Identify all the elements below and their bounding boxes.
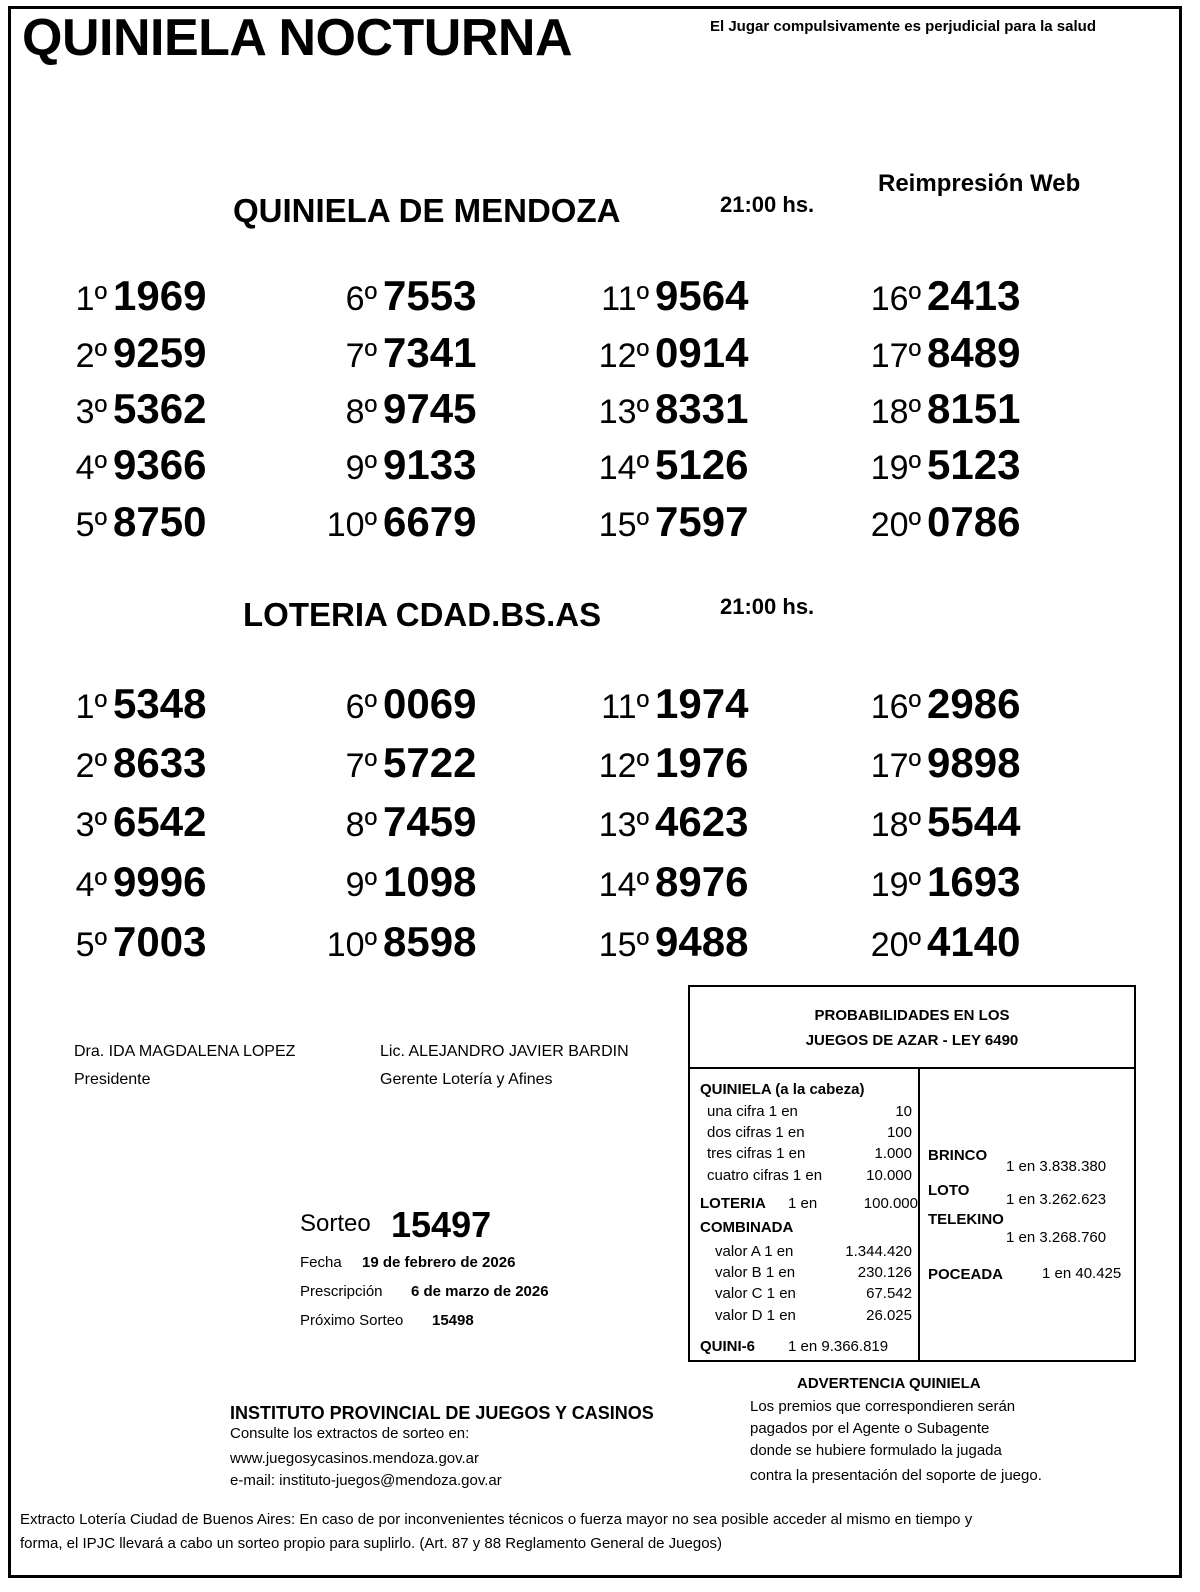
manager-name: Lic. ALEJANDRO JAVIER BARDIN	[380, 1043, 629, 1060]
result-position: 8º	[345, 393, 377, 431]
result-item	[851, 739, 1020, 787]
result-item	[579, 385, 748, 433]
page-title: QUINIELA NOCTURNA	[22, 9, 572, 67]
combinada-title: COMBINADA	[700, 1219, 794, 1236]
result-number: 8633	[113, 739, 207, 786]
institute-email: e-mail: instituto-juegos@mendoza.gov.ar	[230, 1472, 502, 1489]
loteria-odds-label: LOTERIA	[700, 1195, 766, 1212]
result-position: 15º	[598, 926, 649, 964]
result-number: 7341	[383, 329, 477, 376]
result-number: 8151	[927, 385, 1021, 432]
loto-label: LOTO	[928, 1182, 970, 1199]
next-draw-label: Próximo Sorteo	[300, 1312, 404, 1329]
result-position: 2º	[75, 337, 107, 375]
result-position: 2º	[75, 747, 107, 785]
result-number: 9133	[383, 441, 477, 488]
reprint-label: Reimpresión Web	[878, 170, 1081, 197]
result-item	[37, 441, 206, 489]
result-position: 5º	[75, 506, 107, 544]
result-position: 11º	[601, 280, 649, 318]
result-number: 4623	[655, 798, 749, 845]
result-item	[307, 272, 476, 320]
result-item	[851, 385, 1020, 433]
result-position: 6º	[345, 280, 377, 318]
institute-consult: Consulte los extractos de sorteo en:	[230, 1425, 470, 1442]
result-item	[37, 680, 206, 728]
date-label: Fecha	[300, 1254, 342, 1271]
result-position: 17º	[870, 337, 921, 375]
result-item	[307, 739, 476, 787]
result-position: 3º	[75, 393, 107, 431]
manager-role: Gerente Lotería y Afines	[380, 1071, 553, 1088]
result-number: 1693	[927, 858, 1021, 905]
footer-note-line-1: Extracto Lotería Ciudad de Buenos Aires: En caso de por inconvenientes técnicos o fuerza mayor no sea posible acceder al mismo en tiempo y	[20, 1511, 973, 1528]
result-number: 8976	[655, 858, 749, 905]
brinco-odds: 1 en 3.838.380	[1006, 1158, 1107, 1175]
bsas-title: LOTERIA CDAD.BS.AS	[243, 596, 602, 633]
telekino-label: TELEKINO	[928, 1211, 1004, 1228]
result-item	[307, 441, 476, 489]
president-name: Dra. IDA MAGDALENA LOPEZ	[74, 1043, 296, 1060]
draw-number: 15497	[391, 1204, 492, 1245]
result-number: 1974	[655, 680, 749, 727]
result-item	[37, 798, 206, 846]
result-item	[579, 498, 748, 546]
advertencia-line: pagados por el Agente o Subagente	[750, 1420, 990, 1437]
result-item	[851, 441, 1020, 489]
result-position: 12º	[598, 337, 649, 375]
result-position: 1º	[75, 688, 107, 726]
quiniela-odds-title: QUINIELA (a la cabeza)	[700, 1081, 865, 1098]
result-position: 3º	[75, 806, 107, 844]
probabilities-divider	[918, 1069, 920, 1360]
odds-label: valor A 1 en	[715, 1243, 794, 1260]
result-position: 15º	[598, 506, 649, 544]
result-number: 9259	[113, 329, 207, 376]
odds-label: valor B 1 en	[715, 1264, 796, 1281]
result-position: 6º	[345, 688, 377, 726]
result-item	[307, 498, 476, 546]
institute-name: INSTITUTO PROVINCIAL DE JUEGOS Y CASINOS	[230, 1403, 654, 1423]
odds-value: 26.025	[866, 1307, 912, 1324]
result-position: 18º	[870, 806, 921, 844]
prescription-label: Prescripción	[300, 1283, 383, 1300]
result-number: 5123	[927, 441, 1021, 488]
mendoza-time: 21:00 hs.	[720, 192, 815, 217]
result-position: 4º	[75, 866, 107, 904]
odds-value: 100	[886, 1124, 912, 1141]
result-position: 4º	[75, 449, 107, 487]
advertencia-line: donde se hubiere formulado la jugada	[750, 1442, 1002, 1459]
result-number: 0786	[927, 498, 1021, 545]
result-item	[851, 498, 1020, 546]
result-number: 4140	[927, 918, 1021, 965]
probabilities-title-1: PROBABILIDADES EN LOS	[814, 1007, 1010, 1024]
result-number: 7553	[383, 272, 477, 319]
odds-value: 10.000	[866, 1167, 912, 1184]
result-position: 9º	[345, 449, 377, 487]
result-item	[579, 272, 748, 320]
result-position: 19º	[870, 866, 921, 904]
result-position: 19º	[870, 449, 921, 487]
president-role: Presidente	[74, 1071, 151, 1088]
result-number: 9996	[113, 858, 207, 905]
result-item	[851, 918, 1020, 966]
result-number: 8598	[383, 918, 477, 965]
result-position: 7º	[345, 747, 377, 785]
result-position: 12º	[598, 747, 649, 785]
result-number: 1976	[655, 739, 749, 786]
result-position: 8º	[345, 806, 377, 844]
result-item	[307, 798, 476, 846]
loto-odds: 1 en 3.262.623	[1006, 1191, 1107, 1208]
result-number: 7459	[383, 798, 477, 845]
draw-date: 19 de febrero de 2026	[362, 1254, 516, 1271]
result-position: 11º	[601, 688, 649, 726]
result-item	[307, 385, 476, 433]
result-item	[37, 739, 206, 787]
result-position: 9º	[345, 866, 377, 904]
result-item	[307, 858, 476, 906]
result-number: 9366	[113, 441, 207, 488]
health-warning: El Jugar compulsivamente es perjudicial para la salud	[710, 18, 1096, 35]
odds-label: una cifra 1 en	[707, 1103, 798, 1120]
brinco-label: BRINCO	[928, 1147, 988, 1164]
prescription-date: 6 de marzo de 2026	[411, 1283, 549, 1300]
institute-website: www.juegosycasinos.mendoza.gov.ar	[230, 1450, 480, 1467]
odds-value: 1.344.420	[845, 1243, 912, 1260]
result-number: 9488	[655, 918, 749, 965]
result-position: 14º	[598, 449, 649, 487]
result-number: 1098	[383, 858, 477, 905]
result-number: 0914	[655, 329, 749, 376]
result-position: 10º	[326, 926, 377, 964]
result-item	[851, 329, 1020, 377]
result-position: 16º	[870, 280, 921, 318]
probabilities-title-2: JUEGOS DE AZAR - LEY 6490	[805, 1032, 1019, 1049]
result-position: 13º	[598, 393, 649, 431]
result-number: 5544	[927, 798, 1021, 845]
result-position: 10º	[326, 506, 377, 544]
result-number: 5362	[113, 385, 207, 432]
result-item	[579, 680, 748, 728]
odds-value: 10	[895, 1103, 912, 1120]
result-position: 14º	[598, 866, 649, 904]
result-item	[37, 858, 206, 906]
result-item	[307, 680, 476, 728]
odds-label: cuatro cifras 1 en	[707, 1167, 823, 1184]
result-number: 0069	[383, 680, 477, 727]
result-item	[851, 680, 1020, 728]
odds-value: 1.000	[874, 1145, 912, 1162]
result-number: 7003	[113, 918, 207, 965]
result-number: 6679	[383, 498, 477, 545]
result-item	[579, 798, 748, 846]
result-item	[851, 858, 1020, 906]
poceada-odds: 1 en 40.425	[1042, 1265, 1122, 1282]
result-item	[579, 441, 748, 489]
result-position: 18º	[870, 393, 921, 431]
result-position: 16º	[870, 688, 921, 726]
result-number: 1969	[113, 272, 207, 319]
result-position: 7º	[345, 337, 377, 375]
odds-label: valor D 1 en	[715, 1307, 796, 1324]
odds-value: 230.126	[857, 1264, 912, 1281]
probabilities-header	[690, 987, 1134, 1069]
result-item	[579, 739, 748, 787]
result-position: 20º	[870, 926, 921, 964]
result-item	[37, 385, 206, 433]
advertencia-line: Los premios que correspondieren serán	[750, 1398, 1016, 1415]
result-number: 9564	[655, 272, 749, 319]
result-item	[307, 918, 476, 966]
odds-label: tres cifras 1 en	[707, 1145, 806, 1162]
footer-note-line-2: forma, el IPJC llevará a cabo un sorteo propio para suplirlo. (Art. 87 y 88 Reglamento General de Juegos)	[20, 1535, 723, 1552]
result-number: 6542	[113, 798, 207, 845]
result-position: 20º	[870, 506, 921, 544]
result-position: 13º	[598, 806, 649, 844]
odds-value: 67.542	[866, 1285, 912, 1302]
quini6-label: QUINI-6	[700, 1338, 756, 1355]
result-item	[579, 858, 748, 906]
result-item	[37, 329, 206, 377]
draw-label: Sorteo	[300, 1210, 371, 1237]
result-item	[37, 272, 206, 320]
next-draw-number: 15498	[432, 1312, 474, 1329]
result-item	[579, 918, 748, 966]
result-number: 8489	[927, 329, 1021, 376]
loteria-odds-text: 1 en	[788, 1195, 818, 1212]
result-item	[851, 798, 1020, 846]
result-number: 9745	[383, 385, 477, 432]
loteria-odds-value: 100.000	[863, 1195, 918, 1212]
quini6-odds: 1 en 9.366.819	[788, 1338, 889, 1355]
result-position: 1º	[75, 280, 107, 318]
result-position: 17º	[870, 747, 921, 785]
result-number: 5126	[655, 441, 749, 488]
result-item	[37, 498, 206, 546]
result-number: 8331	[655, 385, 749, 432]
result-item	[307, 329, 476, 377]
odds-label: valor C 1 en	[715, 1285, 796, 1302]
result-number: 7597	[655, 498, 749, 545]
probabilities-box	[688, 985, 1136, 1362]
result-number: 2986	[927, 680, 1021, 727]
result-number: 2413	[927, 272, 1021, 319]
result-number: 9898	[927, 739, 1021, 786]
advertencia-line: contra la presentación del soporte de juego.	[750, 1467, 1042, 1484]
result-item	[37, 918, 206, 966]
result-item	[851, 272, 1020, 320]
telekino-odds: 1 en 3.268.760	[1006, 1229, 1107, 1246]
bsas-time: 21:00 hs.	[720, 594, 815, 619]
result-number: 8750	[113, 498, 207, 545]
result-number: 5348	[113, 680, 207, 727]
result-item	[579, 329, 748, 377]
poceada-label: POCEADA	[928, 1266, 1004, 1283]
result-position: 5º	[75, 926, 107, 964]
odds-label: dos cifras 1 en	[707, 1124, 805, 1141]
mendoza-title: QUINIELA DE MENDOZA	[233, 192, 621, 229]
advertencia-title: ADVERTENCIA QUINIELA	[797, 1375, 981, 1392]
result-number: 5722	[383, 739, 477, 786]
